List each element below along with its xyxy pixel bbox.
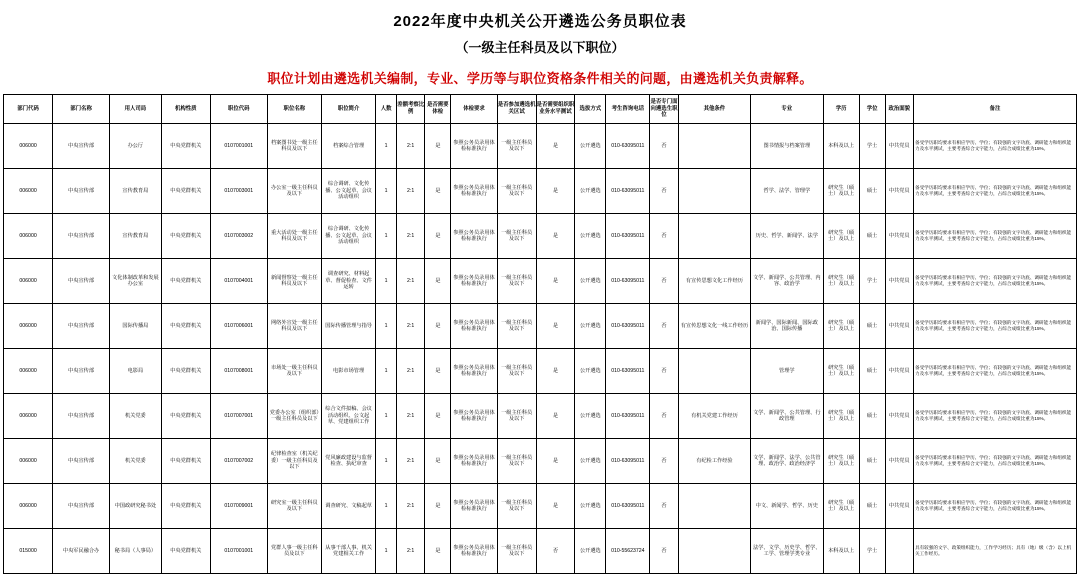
cell-other: 有宣传思想文化工作经历 [678,259,750,304]
cell-special: 否 [650,169,678,214]
cell-need-exam: 是 [425,349,451,394]
cell-ratio: 2:1 [396,349,424,394]
cell-education: 研究生（硕士）及以上 [823,169,859,214]
cell-pos-desc: 电影市场管理 [321,349,375,394]
cell-education: 研究生（硕士）及以上 [823,484,859,529]
cell-need-exam: 是 [425,439,451,484]
cell-pos-desc: 调查研究、文稿起草 [321,484,375,529]
col-ratio: 差额考察比例 [396,95,424,124]
cell-major: 管理学 [751,349,823,394]
col-remark: 备注 [913,95,1076,124]
table-row[interactable] [4,169,1077,214]
cell-bureau: 秘书局（人事局） [110,529,162,574]
cell-other [678,349,750,394]
col-method: 选拔方式 [575,95,606,124]
cell-degree: 硕士 [859,304,885,349]
cell-bureau: 中国政研究秘书处 [110,484,162,529]
col-political: 政治面貌 [885,95,913,124]
cell-education: 研究生（硕士）及以上 [823,304,859,349]
cell-political: 中共党员 [885,259,913,304]
cell-phone: 010-63095011 [606,304,650,349]
cell-ratio: 2:1 [396,394,424,439]
cell-method: 公开遴选 [575,169,606,214]
cell-phone: 010-63095011 [606,124,650,169]
cell-bureau: 国际传播局 [110,304,162,349]
cell-org-type: 中央党群机关 [161,394,210,439]
cell-need-test: 是 [536,169,575,214]
cell-method: 公开遴选 [575,439,606,484]
cell-other: 有纪检工作经验 [678,439,750,484]
cell-pos-name: 办公室一级主任科员及以下 [267,169,321,214]
cell-dept-code: 006000 [4,439,53,484]
cell-phone: 010-63095011 [606,439,650,484]
table-row[interactable] [4,304,1077,349]
cell-need-test: 是 [536,304,575,349]
cell-other: 有宣传思想文化一线工作经历 [678,304,750,349]
cell-other [678,169,750,214]
cell-method: 公开遴选 [575,529,606,574]
cell-political: 中共党员 [885,439,913,484]
cell-method: 公开遴选 [575,124,606,169]
cell-need-test: 是 [536,349,575,394]
cell-special: 否 [650,529,678,574]
cell-major: 文学、新闻学、公共管理、内容、政治学 [751,259,823,304]
col-other: 其他条件 [678,95,750,124]
cell-special: 否 [650,484,678,529]
cell-org-type: 中央党群机关 [161,349,210,394]
cell-method: 公开遴选 [575,304,606,349]
cell-ratio: 2:1 [396,484,424,529]
cell-pos-desc: 党风廉政建设与监督检查、执纪审查 [321,439,375,484]
cell-ratio: 2:1 [396,124,424,169]
cell-special: 否 [650,304,678,349]
cell-dept-code: 006000 [4,214,53,259]
cell-pos-desc: 综合调研、文化传播、公文起草、会议活动组织 [321,169,375,214]
document-page [0,11,1080,557]
cell-phone: 010-63095011 [606,394,650,439]
cell-political: 中共党员 [885,169,913,214]
cell-exam-req: 参照公务员录用体检标准执行 [451,169,498,214]
table-row[interactable] [4,124,1077,169]
cell-pos-name: 网络外宣处一级主任科员及以下 [267,304,321,349]
cell-bureau: 机关党委 [110,439,162,484]
cell-dept-code: 006000 [4,259,53,304]
table-row[interactable] [4,259,1077,304]
cell-pos-name: 重大活动处一级主任科员及以下 [267,214,321,259]
cell-other [678,529,750,574]
cell-remark: 备受学历职均要求有相应学历、学位；有较强的文字功底、调研能力和组织能力及水平测试，主要考查综合文字能力，占综合成绩比重为15%。 [913,214,1076,259]
cell-major: 图书情报与档案管理 [751,124,823,169]
cell-need-exam: 是 [425,484,451,529]
cell-pos-code: 0107001001 [210,124,267,169]
notice-text: 职位计划由遴选机关编制，专业、学历等与职位资格条件相关的问题，由遴选机关负责解释。 [267,71,813,86]
cell-remark: 备受学历职均要求有相应学历、学位；有较强的文字功底、调研能力和组织能力及水平测试，主要考查综合文字能力，占综合成绩比重为15%。 [913,394,1076,439]
cell-phone: 010-63095011 [606,484,650,529]
cell-pos-code: 0107009001 [210,484,267,529]
cell-degree: 硕士 [859,439,885,484]
cell-join-region: 一级主任科员及以下 [497,214,536,259]
cell-education: 研究生（硕士）及以上 [823,214,859,259]
cell-pos-code: 0107004001 [210,259,267,304]
col-pos-code: 职位代码 [210,95,267,124]
cell-count: 1 [376,214,397,259]
cell-count: 1 [376,169,397,214]
cell-special: 否 [650,214,678,259]
cell-major: 文学、新闻学、法学、公共管理、政治学、政治经济学 [751,439,823,484]
cell-major: 新闻学、国际新闻、国际政治、国际传播 [751,304,823,349]
cell-org-type: 中央党群机关 [161,214,210,259]
cell-dept-name: 中央宣传部 [53,394,110,439]
col-need-exam: 是否需要体检 [425,95,451,124]
col-need-test: 是否需要组织职业务水平测试 [536,95,575,124]
table-row[interactable] [4,484,1077,529]
cell-other: 有机关党建工作经历 [678,394,750,439]
table-body [4,124,1077,574]
cell-degree: 硕士 [859,214,885,259]
cell-ratio: 2:1 [396,259,424,304]
cell-method: 公开遴选 [575,349,606,394]
cell-dept-code: 006000 [4,169,53,214]
cell-method: 公开遴选 [575,394,606,439]
cell-dept-name: 中央宣传部 [53,124,110,169]
cell-pos-desc: 调查研究、材料起草、督促检查、文件运转 [321,259,375,304]
col-dept-name: 部门名称 [53,95,110,124]
cell-ratio: 2:1 [396,439,424,484]
cell-political: 中共党员 [885,484,913,529]
cell-count: 1 [376,529,397,574]
cell-ratio: 2:1 [396,214,424,259]
job-positions-table [3,94,1077,574]
cell-remark: 备受学历职均要求有相应学历、学位；有较强的文字功底、调研能力和组织能力及水平测试，主要考查综合文字能力，占综合成绩比重为15%。 [913,304,1076,349]
cell-degree: 硕士 [859,394,885,439]
col-pos-desc: 职位简介 [321,95,375,124]
cell-phone: 010-55623724 [606,529,650,574]
cell-join-region: 一级主任科员及以下 [497,484,536,529]
col-phone: 考生咨询电话 [606,95,650,124]
cell-org-type: 中央党群机关 [161,124,210,169]
cell-education: 研究生（硕士）及以上 [823,394,859,439]
cell-pos-code: 0107006001 [210,304,267,349]
cell-pos-desc: 从事干部人事、机关党建相关工作 [321,529,375,574]
cell-ratio: 2:1 [396,529,424,574]
cell-dept-code: 006000 [4,394,53,439]
col-pos-name: 职位名称 [267,95,321,124]
page-title: 2022年度中央机关公开遴选公务员职位表 [393,13,687,30]
cell-join-region: 一级主任科员及以下 [497,124,536,169]
cell-education: 本科及以上 [823,124,859,169]
cell-method: 公开遴选 [575,259,606,304]
cell-education: 研究生（硕士）及以上 [823,349,859,394]
cell-bureau: 文化体制改革和发展办公室 [110,259,162,304]
cell-count: 1 [376,394,397,439]
cell-exam-req: 参照公务员录用体检标准执行 [451,529,498,574]
cell-need-exam: 是 [425,259,451,304]
cell-pos-name: 纪律检查室（机关纪委）一级主任科员及以下 [267,439,321,484]
cell-pos-desc: 档案综合管理 [321,124,375,169]
cell-need-exam: 是 [425,529,451,574]
cell-method: 公开遴选 [575,484,606,529]
table-row[interactable] [4,214,1077,259]
cell-phone: 010-63095011 [606,214,650,259]
cell-remark: 备受学历职均要求有相应学历、学位；有较强的文字功底、调研能力和组织能力及水平测试，主要考查综合文字能力，占综合成绩比重为15%。 [913,439,1076,484]
cell-org-type: 中央党群机关 [161,529,210,574]
cell-pos-code: 0107001001 [210,529,267,574]
cell-pos-code: 0107007002 [210,439,267,484]
cell-need-test: 否 [536,529,575,574]
page-subtitle: （一级主任科员及以下职位） [455,39,625,55]
cell-dept-code: 006000 [4,484,53,529]
cell-exam-req: 参照公务员录用体检标准执行 [451,394,498,439]
cell-need-test: 是 [536,484,575,529]
cell-dept-name: 中央宣传部 [53,304,110,349]
cell-exam-req: 参照公务员录用体检标准执行 [451,484,498,529]
cell-join-region: 一级主任科员及以下 [497,349,536,394]
col-dept-code: 部门代码 [4,95,53,124]
col-major: 专业 [751,95,823,124]
cell-join-region: 一级主任科员及以下 [497,259,536,304]
cell-other [678,124,750,169]
cell-need-test: 是 [536,214,575,259]
cell-special: 否 [650,439,678,484]
cell-political: 中共党员 [885,214,913,259]
cell-method: 公开遴选 [575,214,606,259]
cell-education: 本科及以上 [823,529,859,574]
table-row[interactable] [4,394,1077,439]
cell-need-test: 是 [536,124,575,169]
cell-dept-code: 015000 [4,529,53,574]
cell-political: 中共党员 [885,304,913,349]
cell-pos-desc: 综合文件拟稿、会议活动组织、公文起草、党建组织工作 [321,394,375,439]
cell-dept-name: 中央宣传部 [53,259,110,304]
cell-major: 哲学、法学、管理学 [751,169,823,214]
cell-ratio: 2:1 [396,304,424,349]
col-org-type: 机构性质 [161,95,210,124]
cell-degree: 学士 [859,259,885,304]
cell-dept-name: 中央宣传部 [53,349,110,394]
cell-exam-req: 参照公务员录用体检标准执行 [451,439,498,484]
cell-pos-desc: 国际传播管理与指导 [321,304,375,349]
cell-political: 中共党员 [885,349,913,394]
cell-bureau: 宣传教育局 [110,214,162,259]
col-degree: 学位 [859,95,885,124]
cell-join-region: 一级主任科员及以下 [497,169,536,214]
cell-remark: 备受学历职均要求有相应学历、学位；有较强的文字功底、调研能力和组织能力及水平测试，主要考查综合文字能力，占综合成绩比重为15%。 [913,484,1076,529]
cell-bureau: 宣传教育局 [110,169,162,214]
cell-political: 中共党员 [885,394,913,439]
cell-pos-code: 0107003001 [210,169,267,214]
cell-need-exam: 是 [425,214,451,259]
cell-major: 中文、新闻学、哲学、历史 [751,484,823,529]
cell-pos-name: 市场处一级主任科员及以下 [267,349,321,394]
col-special: 是否专门面向遴选生职位 [650,95,678,124]
cell-need-exam: 是 [425,394,451,439]
cell-exam-req: 参照公务员录用体检标准执行 [451,124,498,169]
cell-major: 法学、文学、历史学、哲学、工学、管理学类专业 [751,529,823,574]
cell-education: 研究生（硕士）及以上 [823,439,859,484]
cell-pos-name: 党群人事一级主任科员及以下 [267,529,321,574]
cell-count: 1 [376,124,397,169]
cell-need-test: 是 [536,439,575,484]
cell-dept-code: 006000 [4,349,53,394]
col-join-region: 是否参加遴选机关区试 [497,95,536,124]
cell-special: 否 [650,124,678,169]
cell-special: 否 [650,394,678,439]
cell-join-region: 一级主任科员及以下 [497,304,536,349]
cell-remark: 备受学历职均要求有相应学历、学位；有较强的文字功底、调研能力和组织能力及水平测试，主要考查综合文字能力，占综合成绩比重为15%。 [913,124,1076,169]
cell-pos-name: 档案图书处一级主任科员及以下 [267,124,321,169]
cell-org-type: 中央党群机关 [161,304,210,349]
cell-pos-name: 研究室一级主任科员及以下 [267,484,321,529]
cell-org-type: 中央党群机关 [161,169,210,214]
cell-political: 中共党员 [885,124,913,169]
cell-special: 否 [650,259,678,304]
table-row[interactable] [4,349,1077,394]
cell-pos-code: 0107008001 [210,349,267,394]
cell-phone: 010-63095011 [606,349,650,394]
cell-phone: 010-63095011 [606,259,650,304]
cell-remark: 备受学历职均要求有相应学历、学位；有较强的文字功底、调研能力和组织能力及水平测试，主要考查综合文字能力，占综合成绩比重为15%。 [913,169,1076,214]
cell-exam-req: 参照公务员录用体检标准执行 [451,214,498,259]
cell-political [885,529,913,574]
cell-other [678,484,750,529]
cell-bureau: 办公厅 [110,124,162,169]
col-bureau: 用人司局 [110,95,162,124]
cell-need-exam: 是 [425,304,451,349]
cell-dept-code: 006000 [4,304,53,349]
cell-exam-req: 参照公务员录用体检标准执行 [451,349,498,394]
cell-degree: 硕士 [859,484,885,529]
cell-exam-req: 参照公务员录用体检标准执行 [451,304,498,349]
cell-need-test: 是 [536,394,575,439]
col-education: 学历 [823,95,859,124]
cell-dept-name: 中央宣传部 [53,484,110,529]
col-exam-req: 体检要求 [451,95,498,124]
cell-dept-name: 中央宣传部 [53,214,110,259]
table-row[interactable] [4,439,1077,484]
cell-education: 研究生（硕士）及以上 [823,259,859,304]
cell-dept-name: 中央宣传部 [53,439,110,484]
table-header-row [4,95,1077,124]
cell-pos-desc: 综合调研、文化传播、公文起草、会议活动组织 [321,214,375,259]
cell-join-region: 一级主任科员及以下 [497,439,536,484]
cell-pos-name: 党委办公室（组织部）一级主任科员及以下 [267,394,321,439]
cell-remark: 备受学历职均要求有相应学历、学位；有较强的文字功底、调研能力和组织能力及水平测试，主要考查综合文字能力，占综合成绩比重为15%。 [913,259,1076,304]
cell-bureau: 机关党委 [110,394,162,439]
cell-count: 1 [376,484,397,529]
cell-degree: 学士 [859,124,885,169]
cell-pos-code: 0107003002 [210,214,267,259]
cell-bureau: 电影局 [110,349,162,394]
table-header [4,95,1077,124]
cell-org-type: 中央党群机关 [161,484,210,529]
table-row[interactable] [4,529,1077,574]
cell-other [678,214,750,259]
cell-join-region: 一级主任科员及以下 [497,529,536,574]
cell-count: 1 [376,349,397,394]
cell-need-test: 是 [536,259,575,304]
cell-major: 历史、哲学、新闻学、法学 [751,214,823,259]
cell-org-type: 中央党群机关 [161,259,210,304]
cell-ratio: 2:1 [396,169,424,214]
cell-phone: 010-63095011 [606,169,650,214]
cell-pos-name: 新闻督察处一级主任科员及以下 [267,259,321,304]
cell-count: 1 [376,439,397,484]
cell-remark: 备受学历职均要求有相应学历、学位；有较强的文字功底、调研能力和组织能力及水平测试，主要考查综合文字能力，占综合成绩比重为15%。 [913,349,1076,394]
col-count: 人数 [376,95,397,124]
cell-dept-name: 中央军民融合办 [53,529,110,574]
cell-degree: 学士 [859,529,885,574]
cell-count: 1 [376,259,397,304]
cell-need-exam: 是 [425,124,451,169]
cell-major: 文学、新闻学、公共管理、行政管理 [751,394,823,439]
cell-org-type: 中央党群机关 [161,439,210,484]
cell-join-region: 一级主任科员及以下 [497,394,536,439]
cell-degree: 硕士 [859,169,885,214]
cell-dept-name: 中央宣传部 [53,169,110,214]
cell-exam-req: 参照公务员录用体检标准执行 [451,259,498,304]
cell-need-exam: 是 [425,169,451,214]
cell-pos-code: 0107007001 [210,394,267,439]
cell-degree: 硕士 [859,349,885,394]
cell-count: 1 [376,304,397,349]
cell-special: 否 [650,349,678,394]
cell-remark: 具有较强的文字、政策组织能力，工作学习经历；具有（地）级（含）以上机关工作经历。 [913,529,1076,574]
cell-dept-code: 006000 [4,124,53,169]
